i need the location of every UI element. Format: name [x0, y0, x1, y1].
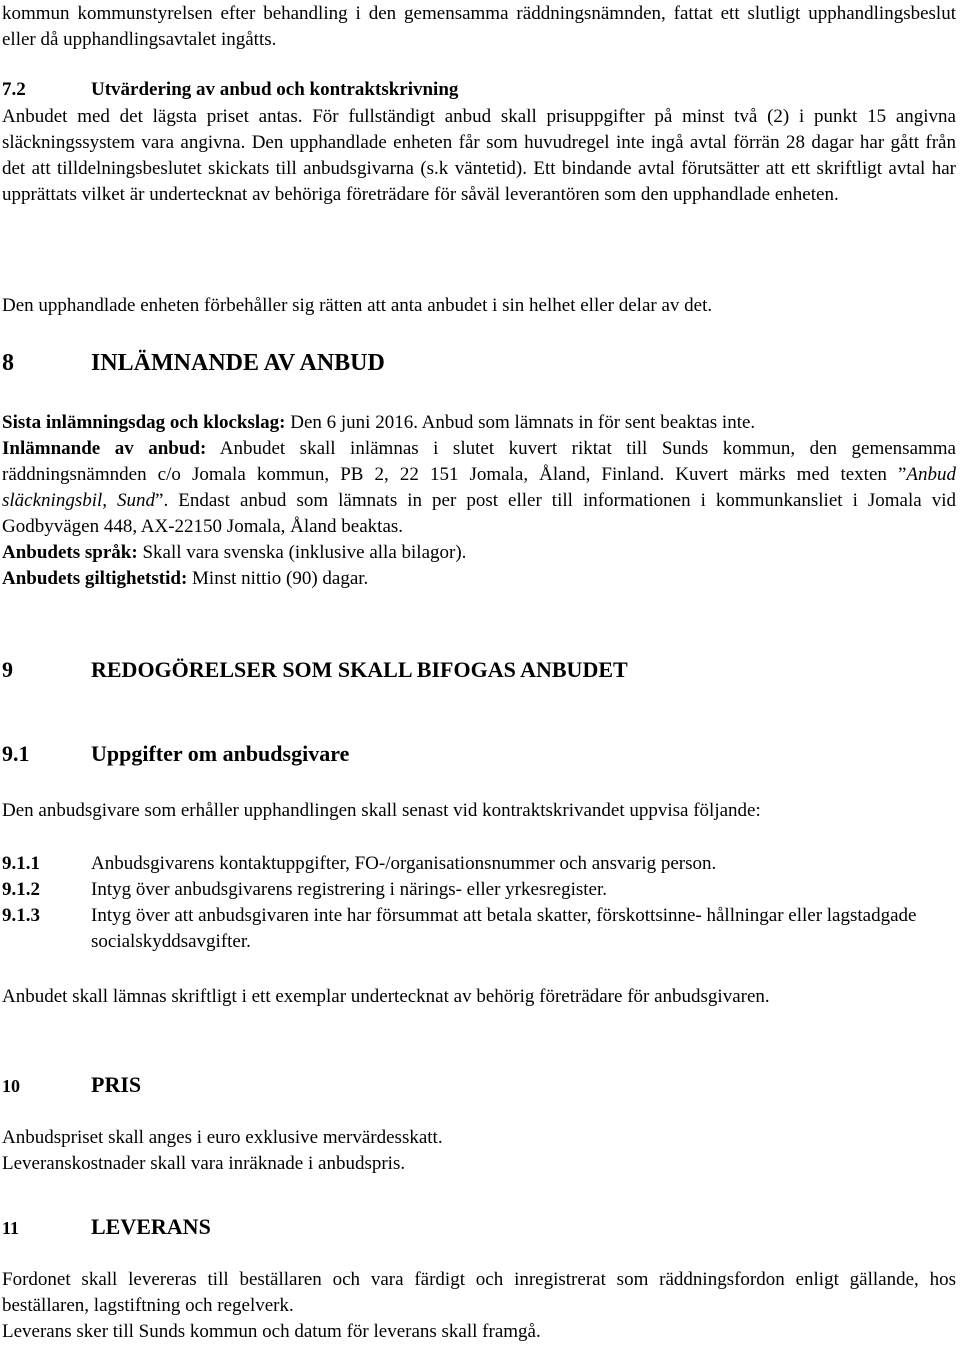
validity-label: Anbudets giltighetstid:	[2, 568, 188, 589]
envelope-marking: Anbud släckningsbil, Sund	[2, 464, 956, 511]
section-title: Uppgifter om anbudsgivare	[91, 741, 350, 766]
section-title: REDOGÖRELSER SOM SKALL BIFOGAS ANBUDET	[91, 657, 628, 682]
item-number: 9.1.2	[2, 879, 40, 900]
signature-requirement: Anbudet skall lämnas skriftligt i ett exemplar undertecknat av behörig företrädare för anbudsgivaren.	[2, 986, 770, 1007]
submission-label: Inlämnande av anbud:	[2, 438, 207, 459]
section-number: 9	[2, 657, 13, 682]
section-heading-9	[2, 656, 956, 684]
section-title: INLÄMNANDE AV ANBUD	[91, 350, 385, 376]
section-heading-11	[2, 1213, 956, 1242]
section-title: PRIS	[91, 1072, 142, 1097]
language-line: Anbudets språk: Skall vara svenska (inklusive alla bilagor).	[2, 542, 467, 563]
section-heading-7-2	[2, 76, 956, 104]
price-line-1: Anbudspriset skall anges i euro exklusive mervärdesskatt.	[2, 1127, 443, 1148]
requirements-intro: Den anbudsgivare som erhåller upphandlingen skall senast vid kontraktskrivandet uppvisa följande:	[2, 800, 761, 821]
section-heading-10	[2, 1071, 956, 1100]
section-heading-8	[2, 349, 956, 377]
validity-line: Anbudets giltighetstid: Minst nittio (90) dagar.	[2, 568, 369, 589]
deadline-line	[2, 410, 956, 436]
intro-paragraph: kommun kommunstyrelsen efter behandling i den gemensamma räddningsnämnden, fattat ett slutligt upphandlingsbeslut eller då upphandlingsavtalet ingåtts.	[2, 3, 956, 50]
section-number: 9.1	[2, 741, 30, 766]
item-text: Intyg över att anbudsgivaren inte har försummat att betala skatter, förskottsinne- hållningar eller lagstadgade socialskyddsavgifter.	[91, 905, 917, 952]
section-number: 7.2	[2, 79, 26, 100]
submission-paragraph: Inlämnande av anbud: Anbudet skall inlämnas i slutet kuvert riktat till Sunds kommun, den gemensamma räddningsnämnden c/o Jomala kommun, PB 2, 22 151 Jomala, Åland, Finland. Kuvert märks med texten ”Anbud släckningsbil, Sund”. Endast anbud som lämnats in per post eller till informationen i kommunkansliet i Jomala vid Godbyvägen 448, AX-22150 Jomala, Åland beaktas.	[2, 438, 956, 537]
item-number: 9.1.1	[2, 853, 40, 874]
section-title: LEVERANS	[91, 1214, 211, 1239]
section-heading-9-1	[2, 740, 956, 768]
delivery-location: Leverans sker till Sunds kommun och datum för leverans skall framgå.	[2, 1321, 541, 1342]
item-text: Intyg över anbudsgivarens registrering i närings- eller yrkesregister.	[91, 879, 608, 900]
delivery-paragraph: Fordonet skall levereras till beställaren och vara färdigt och inregistrerat som räddningsfordon enligt gällande, hos beställaren, lagstiftning och regelverk.	[2, 1269, 956, 1316]
section-number: 11	[2, 1218, 20, 1238]
evaluation-paragraph: Anbudet med det lägsta priset antas. För fullständigt anbud skall prisuppgifter på minst två (2) i punkt 15 angivna släckningssystem vara angivna. Den upphandlade enheten får som huvudregel inte ingå avtal förrän 28 dagar har gått från det att tilldelningsbeslutet skickats till anbudsgivarna (s.k väntetid). Ett bindande avtal förutsätter att ett skriftligt avtal har upprättats vilket är undertecknat av behöriga företrädare för såväl leverantören som den upphandlade enheten.	[2, 106, 956, 205]
item-text: Anbudsgivarens kontaktuppgifter, FO-/organisationsnummer och ansvarig person.	[91, 853, 717, 874]
section-number: 10	[2, 1076, 20, 1096]
language-label: Anbudets språk:	[2, 542, 138, 563]
item-number: 9.1.3	[2, 905, 40, 926]
reservation-paragraph: Den upphandlade enheten förbehåller sig rätten att anta anbudet i sin helhet eller delar av det.	[2, 295, 713, 316]
deadline-label: Sista inlämningsdag och klockslag:	[2, 412, 286, 433]
section-title: Utvärdering av anbud och kontraktskrivning	[91, 79, 459, 100]
deadline-text: Den 6 juni 2016. Anbud som lämnats in för sent beaktas inte.	[285, 412, 756, 433]
price-line-2: Leveranskostnader skall vara inräknade i anbudspris.	[2, 1153, 406, 1174]
section-number: 8	[2, 350, 14, 376]
